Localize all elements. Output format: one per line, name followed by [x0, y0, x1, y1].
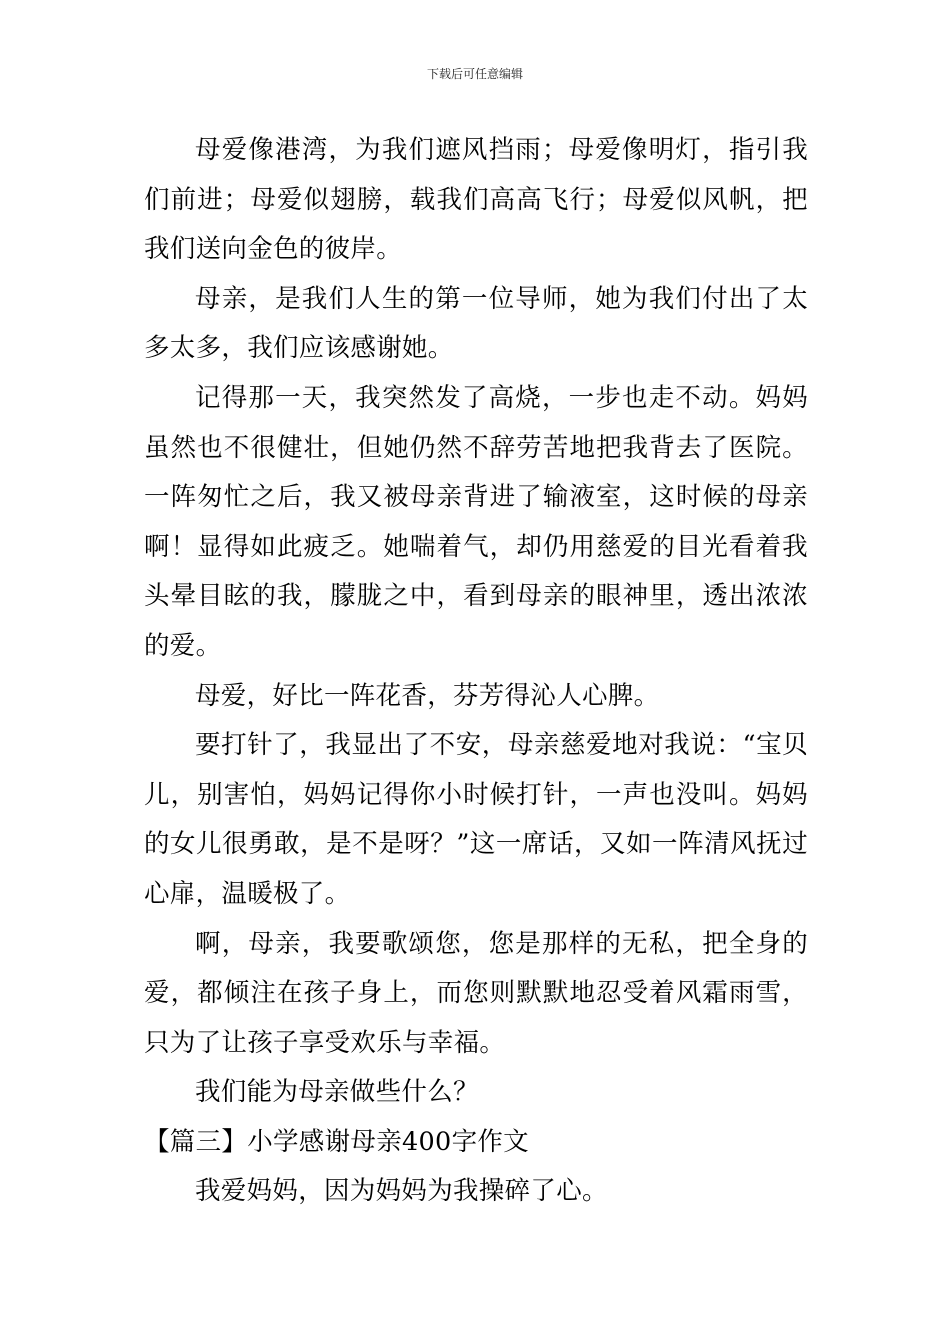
closing-paragraph: 我爱妈妈，因为妈妈为我操碎了心。 — [195, 1176, 608, 1207]
paragraph-5: 要打针了，我显出了不安，母亲慈爱地对我说：“宝贝儿，别害怕，妈妈记得你小时候打针，一声也没叫。妈妈的女儿很勇敢，是不是呀？”这一席话，又如一阵清风抚过心扉，温暖极了。 — [144, 730, 808, 909]
paragraph-1: 母爱像港湾，为我们遮风挡雨；母爱像明灯，指引我们前进；母爱似翅膀，载我们高高飞行；母爱似风帆，把我们送向金色的彼岸。 — [144, 135, 808, 265]
paragraph-6: 啊，母亲，我要歌颂您，您是那样的无私，把全身的爱，都倾注在孩子身上，而您则默默地忍受着风霜雨雪，只为了让孩子享受欢乐与幸福。 — [144, 928, 808, 1058]
essay-body — [144, 126, 808, 1217]
paragraph-2: 母亲，是我们人生的第一位导师，她为我们付出了太多太多，我们应该感谢她。 — [144, 283, 808, 364]
page-header-note: 下载后可任意编辑 — [426, 67, 523, 81]
paragraph-7: 我们能为母亲做些什么？ — [195, 1077, 479, 1108]
paragraph-4: 母爱，好比一阵花香，芬芳得沁人心脾。 — [195, 680, 660, 711]
section-heading: 【篇三】小学感谢母亲400字作文 — [144, 1126, 529, 1157]
paragraph-3: 记得那一天，我突然发了高烧，一步也走不动。妈妈虽然也不很健壮，但她仍然不辞劳苦地把我背去了医院。一阵匆忙之后，我又被母亲背进了输液室，这时候的母亲啊！显得如此疲乏。她喘着气，却仍用慈爱的目光看着我头晕目眩的我，朦胧之中，看到母亲的眼神里，透出浓浓的爱。 — [144, 382, 808, 661]
